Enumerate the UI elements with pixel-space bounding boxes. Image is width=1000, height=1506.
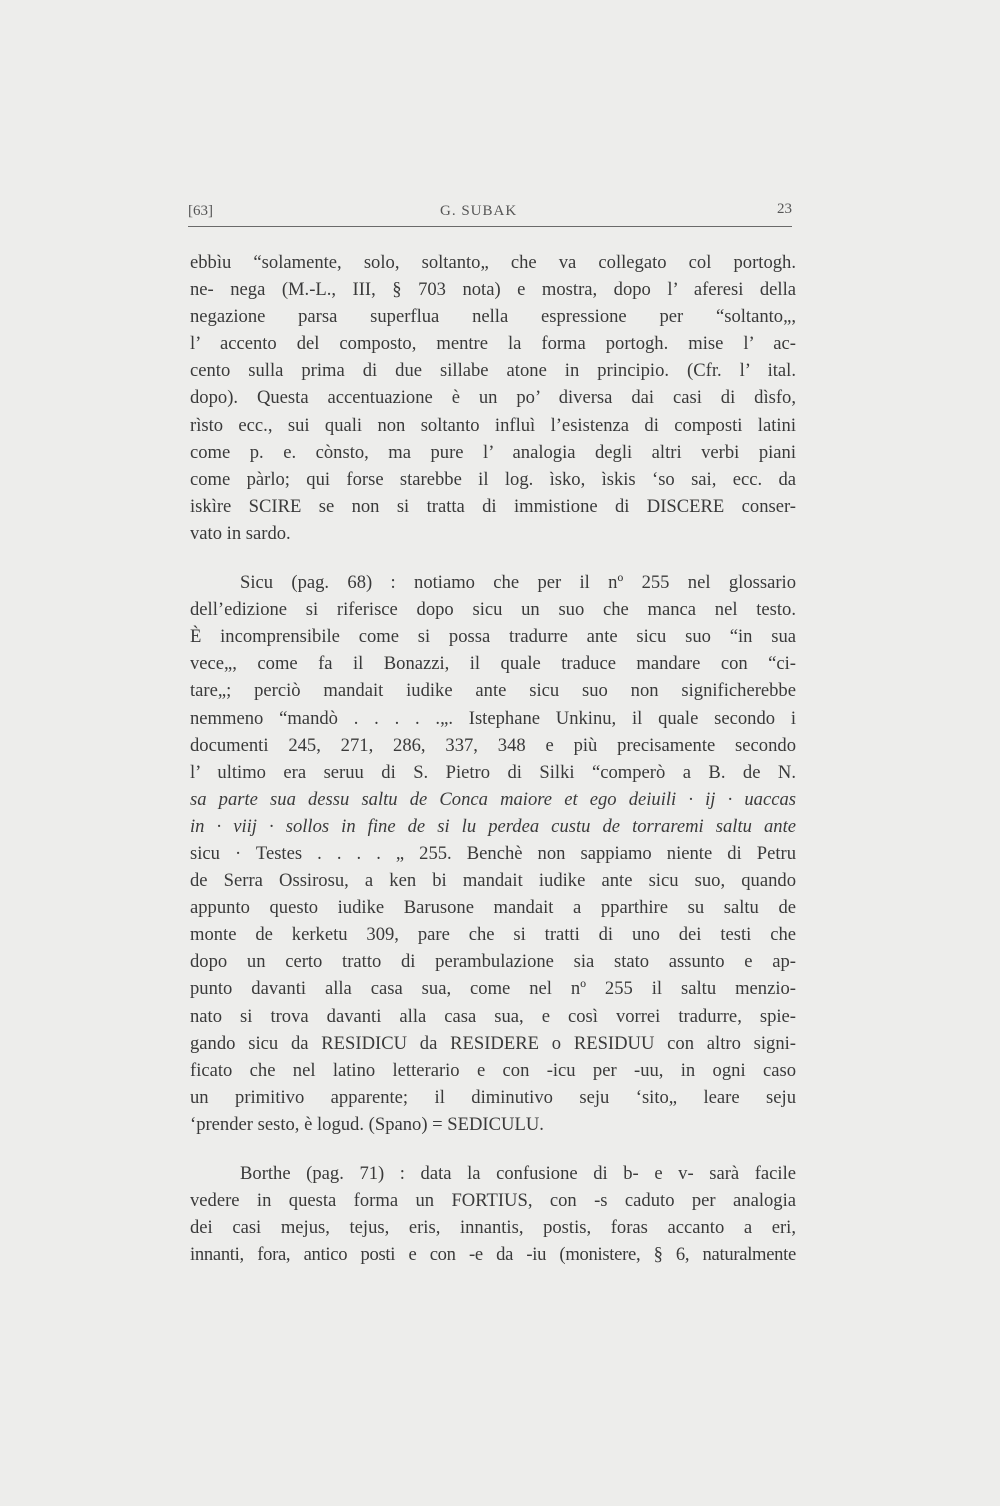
text-line: ne- nega (M.-L., III, § 703 nota) e mostra, dopo l’ aferesi della — [190, 279, 796, 301]
text-line: appunto questo iudike Barusone mandait a pparthire su saltu de — [190, 897, 796, 919]
text-line: innanti, fora, antico posti e con -e da -iu (monistere, § 6, naturalmente — [190, 1244, 796, 1266]
text-line: dei casi mejus, tejus, eris, innantis, postis, foras accanto a eri, — [190, 1217, 796, 1239]
text-line: gando sicu da RESIDICU da RESIDERE o RESIDUU con altro signi- — [190, 1032, 796, 1054]
section-number: [63] — [188, 203, 213, 219]
text-line: in · viij · sollos in fine de si lu perdea custu de torraremi saltu ante — [190, 815, 796, 837]
author-name: G. SUBAK — [440, 203, 518, 219]
text-line: iskìre SCIRE se non si tratta di immistione di DISCERE conser- — [190, 495, 796, 517]
text-line: Borthe (pag. 71) : data la confusione di b- e v- sarà facile — [240, 1163, 796, 1184]
paragraph-gap — [190, 1138, 796, 1160]
text-line: ebbìu “solamente, solo, soltanto„ che va collegato col portogh. — [190, 252, 796, 273]
text-line: dopo un certo tratto di perambulazione sia stato assunto e ap- — [190, 951, 796, 973]
text-line: È incomprensibile come si possa tradurre ante sicu suo “in sua — [190, 626, 796, 648]
text-line: ‘prender sesto, è logud. (Spano) = SEDICULU. — [190, 1113, 544, 1135]
text-line: vato in sardo. — [190, 522, 291, 544]
text-line: vedere in questa forma un FORTIUS, con -s caduto per analogia — [190, 1190, 796, 1212]
text-line: l’ ultimo era seruu di S. Pietro di Silki “comperò a B. de N. — [190, 761, 796, 783]
text-line: nemmeno “mandò . . . . .„. Istephane Unkinu, il quale secondo i — [190, 707, 796, 729]
text-line: de Serra Ossirosu, a ken bi mandait iudike ante sicu suo, quando — [190, 870, 796, 892]
text-line: sa parte sua dessu saltu de Conca maiore et ego deiuili · ij · uaccas — [190, 788, 796, 810]
text-line: Sicu (pag. 68) : notiamo che per il nº 255 nel glossario — [240, 572, 796, 594]
text-line: vece„, come fa il Bonazzi, il quale traduce mandare con “ci- — [190, 653, 796, 675]
text-line: come p. e. cònsto, ma pure l’ analogia degli altri verbi piani — [190, 441, 796, 463]
text-line: punto davanti alla casa sua, come nel nº 255 il saltu menzio- — [190, 978, 796, 1000]
text-line: tare„; perciò mandait iudike ante sicu suo non significherebbe — [190, 680, 796, 702]
text-line: un primitivo apparente; il diminutivo seju ‘sito„ leare seju — [190, 1086, 796, 1108]
text-line: documenti 245, 271, 286, 337, 348 e più precisamente secondo — [190, 734, 796, 756]
text-line: sicu · Testes . . . . „ 255. Benchè non sappiamo niente di Petru — [190, 842, 796, 864]
paragraph-gap — [190, 547, 796, 569]
text-line: ficato che nel latino letterario e con -icu per -uu, in ogni caso — [190, 1059, 796, 1081]
text-line: nato si trova davanti alla casa sua, e così vorrei tradurre, spie- — [190, 1005, 796, 1027]
text-line: come pàrlo; qui forse starebbe il log. ìsko, ìskis ‘so sai, ecc. da — [190, 468, 796, 490]
header-rule — [188, 226, 792, 227]
text-line: l’ accento del composto, mentre la forma portogh. mise l’ ac- — [190, 333, 796, 355]
text-line: negazione parsa superflua nella espressione per “soltanto„, — [190, 306, 796, 328]
text-line: monte de kerketu 309, pare che si tratti di uno dei testi che — [190, 924, 796, 946]
text-line: cento sulla prima di due sillabe atone in principio. (Cfr. l’ ital. — [190, 360, 796, 382]
text-line: dell’edizione si riferisce dopo sicu un suo che manca nel testo. — [190, 599, 796, 621]
page-number: 23 — [777, 201, 792, 217]
text-line: dopo). Questa accentuazione è un po’ diversa dai casi di dìsfo, — [190, 387, 796, 409]
body-text — [190, 249, 796, 1268]
text-line: rìsto ecc., sui quali non soltanto influì l’esistenza di composti latini — [190, 414, 796, 436]
running-header — [188, 203, 792, 225]
